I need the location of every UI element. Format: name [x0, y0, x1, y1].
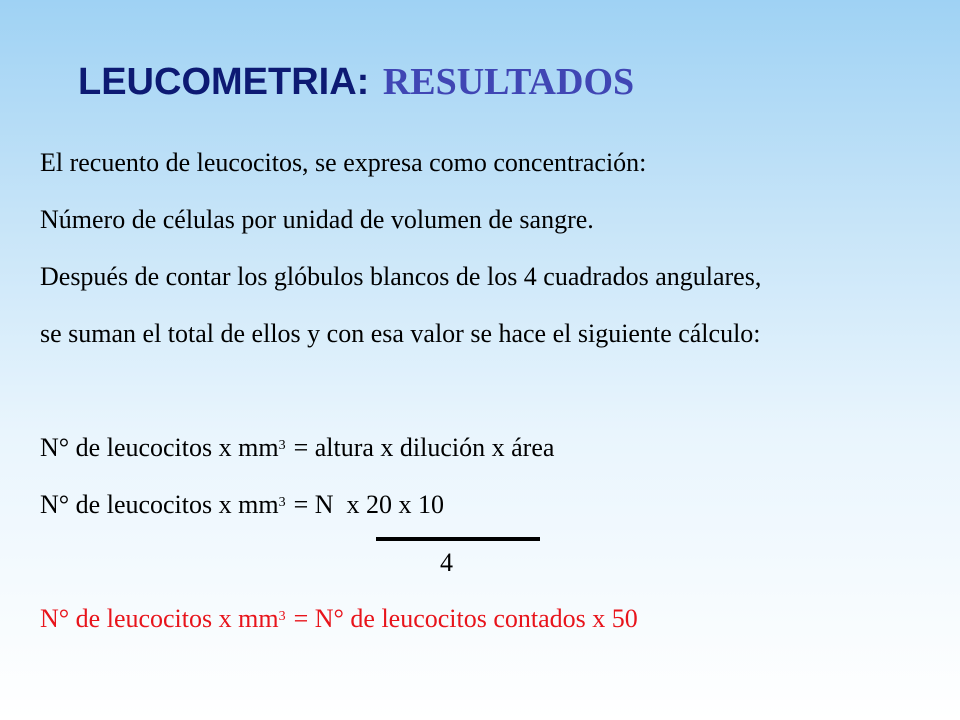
paragraph-line-4: se suman el total de ellos y con esa valor se hace el siguiente cálculo: [40, 319, 761, 348]
paragraph-line-2: Número de células por unidad de volumen de sangre. [40, 205, 594, 234]
formula-lhs: N° de leucocitos x mm [40, 433, 279, 462]
formula-general [40, 431, 554, 465]
formula-exponent: 3 [278, 609, 286, 624]
fraction-bar [376, 537, 540, 541]
formula-numeric [40, 488, 444, 522]
formula-exponent: 3 [278, 495, 286, 510]
title-main: LEUCOMETRIA: [78, 61, 370, 103]
formula-lhs: N° de leucocitos x mm [40, 604, 279, 633]
paragraph-line-3: Después de contar los glóbulos blancos de los 4 cuadrados angulares, [40, 262, 762, 291]
formula-rhs: = N° de leucocitos contados x 50 [293, 604, 638, 633]
fraction-denominator: 4 [440, 548, 453, 577]
formula-rhs: = N x 20 x 10 [293, 490, 445, 519]
formula-rhs: = altura x dilución x área [293, 433, 555, 462]
formula-result [40, 602, 638, 636]
formula-lhs: N° de leucocitos x mm [40, 490, 279, 519]
formula-exponent: 3 [278, 438, 286, 453]
paragraph-line-1: El recuento de leucocitos, se expresa como concentración: [40, 148, 647, 177]
title-sub: RESULTADOS [382, 61, 635, 103]
slide-title [78, 58, 634, 106]
